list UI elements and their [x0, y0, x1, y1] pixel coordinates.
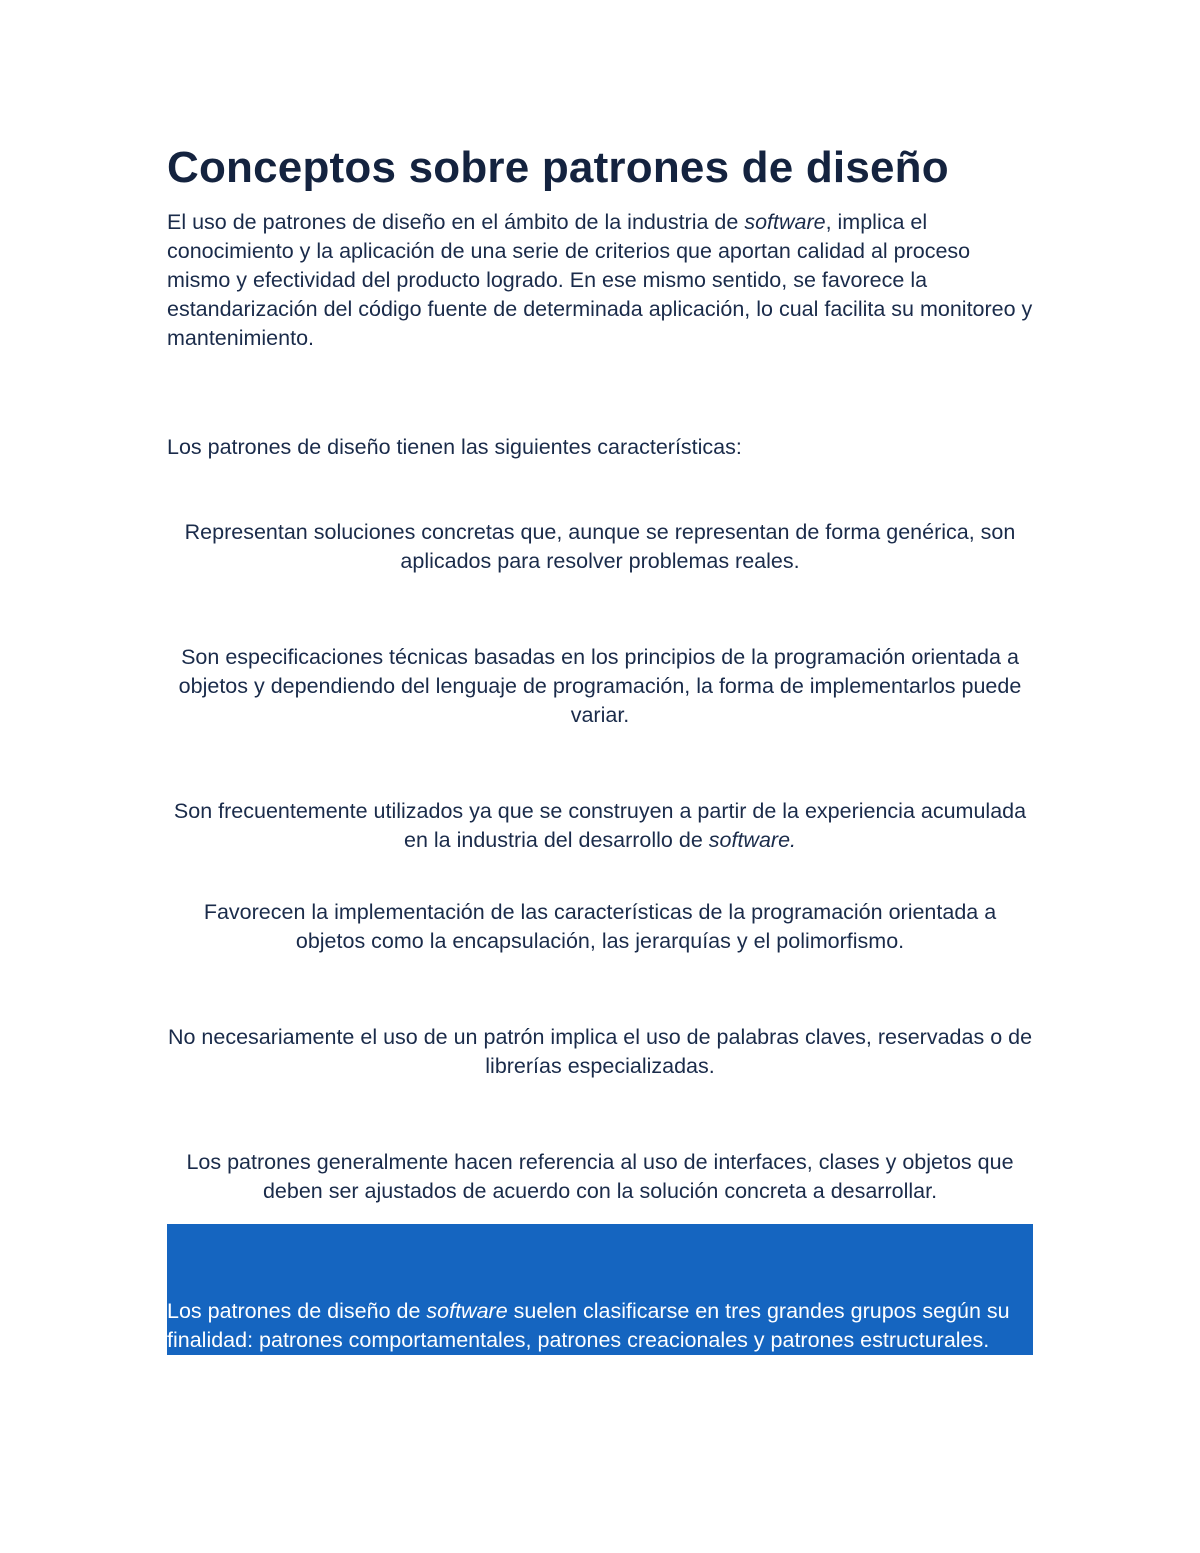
characteristic-item: Favorecen la implementación de las características de la programación orientada a objetos como la encapsulación, las jerarquías y el polimorfismo.	[203, 900, 997, 953]
intro-paragraph	[167, 208, 1033, 353]
characteristic-text: Son frecuentemente utilizados ya que se construyen a partir de la experiencia acumulada en la industria del desarrollo de	[173, 799, 1027, 852]
characteristic-item: Son especificaciones técnicas basadas en los principios de la programación orientada a objetos y dependiendo del lenguaje de programación, la forma de implementarlos puede variar.	[178, 645, 1022, 727]
callout-text-1: Los patrones de diseño de	[167, 1299, 427, 1323]
intro-italic: software	[744, 210, 826, 234]
callout-text-2: suelen clasificarse en tres grandes grupos según su finalidad: patrones comportamentales, patrones creacionales y patrones estructurales.	[167, 1299, 1010, 1352]
characteristic-item: No necesariamente el uso de un patrón implica el uso de palabras claves, reservadas o de librerías especializadas.	[167, 1025, 1033, 1078]
callout-italic: software	[426, 1299, 508, 1323]
characteristics-lead: Los patrones de diseño tienen las siguientes características:	[167, 435, 742, 459]
callout-text	[167, 1297, 1033, 1355]
intro-text-2: , implica el conocimiento y la aplicación de una serie de criterios que aportan calidad al proceso mismo y efectividad del producto logrado. En ese mismo sentido, se favorece la estandarización del código fuente de determinada aplicación, lo cual facilita su monitoreo y mantenimiento.	[167, 210, 1033, 350]
characteristic-item: Representan soluciones concretas que, aunque se representan de forma genérica, son aplicados para resolver problemas reales.	[184, 520, 1016, 573]
classification-callout	[167, 1224, 1033, 1355]
characteristic-item	[167, 797, 1033, 855]
characteristic-item: Los patrones generalmente hacen referencia al uso de interfaces, clases y objetos que deben ser ajustados de acuerdo con la solución concreta a desarrollar.	[186, 1150, 1014, 1203]
page-title: Conceptos sobre patrones de diseño	[167, 143, 949, 192]
document-page	[167, 140, 1033, 1355]
characteristic-italic: software.	[708, 828, 796, 852]
intro-text-1: El uso de patrones de diseño en el ámbito de la industria de	[167, 210, 745, 234]
